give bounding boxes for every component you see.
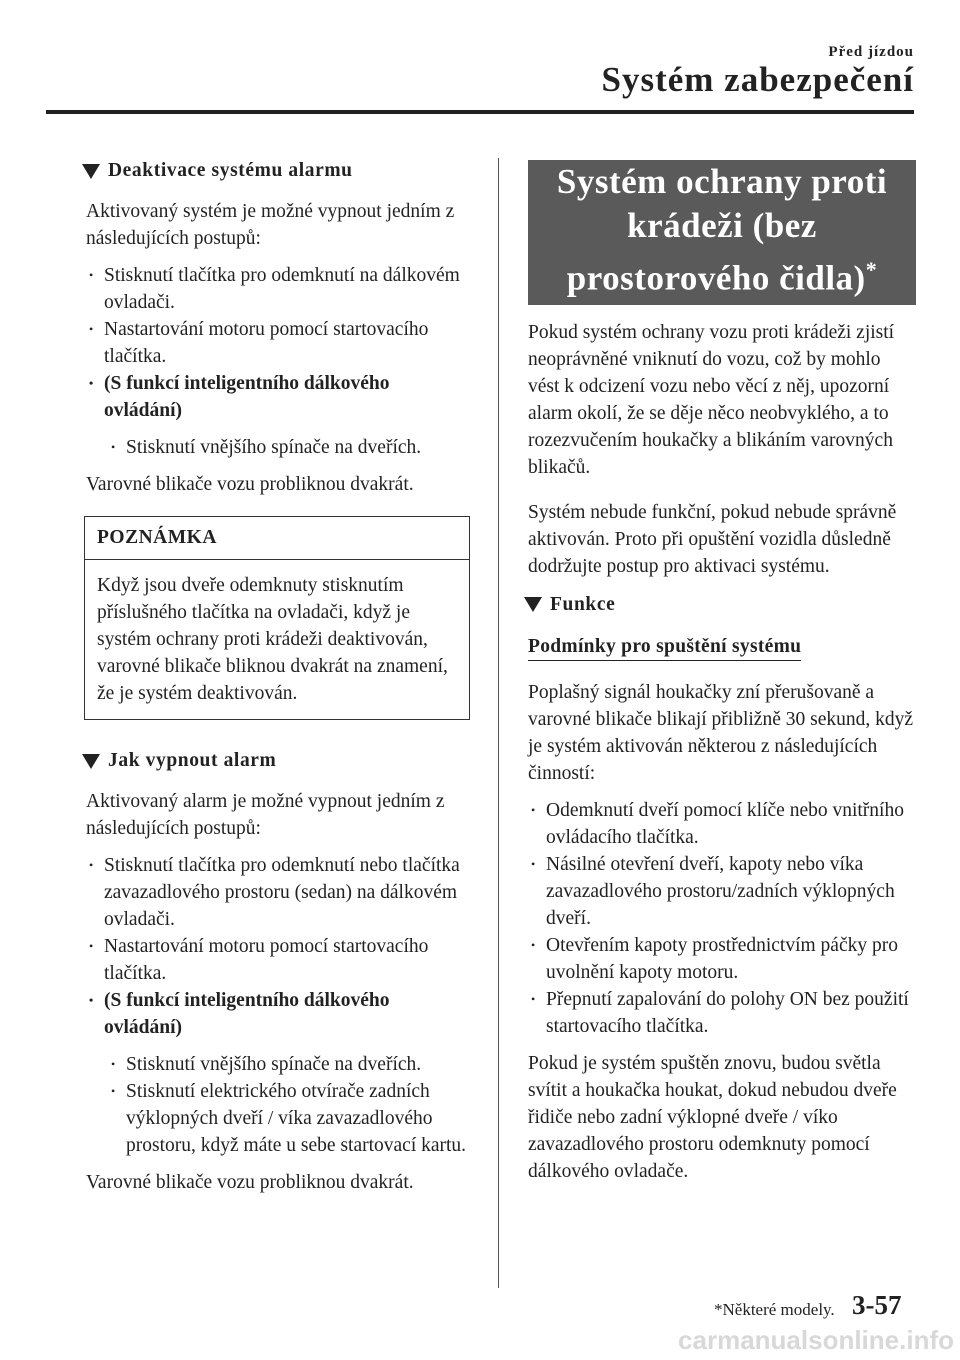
watermark: carmanualsonline.info xyxy=(678,1325,954,1355)
paragraph: Pokud je systém spuštěn znovu, budou světla svítit a houkačka houkat, dokud nebudou dveře řidiče nebo zadní výklopné dveře / víko zavazadlového prostoru odemknuty pomocí dálkového ovladače. xyxy=(528,1052,897,1182)
list-item: • Stisknutí vnějšího spínače na dveřích. xyxy=(108,1051,470,1078)
note-title: POZNÁMKA xyxy=(85,517,469,560)
paragraph: Varovné blikače vozu probliknou dvakrát. xyxy=(86,474,414,495)
banner-title: Systém ochrany proti krádeži (bez prostorového čidla) xyxy=(556,162,888,298)
paragraph: Aktivovaný systém je možné vypnout jedním z následujících postupů: xyxy=(86,201,455,249)
paragraph: Aktivovaný alarm je možné vypnout jedním z následujících postupů: xyxy=(86,791,445,839)
section-heading-deactivate xyxy=(82,160,470,182)
section-banner xyxy=(528,160,916,305)
bullet-list xyxy=(86,262,470,424)
note-text: Když jsou dveře odemknuty stisknutím příslušného tlačítka na ovladači, když je systém ochrany proti krádeži deaktivován, varovné blikače bliknou dvakrát na znamení, že je systém deaktivován. xyxy=(97,575,448,704)
bullet-list xyxy=(528,797,916,1040)
section-heading-text: Funkce xyxy=(550,593,616,615)
list-item: • (S funkcí inteligentního dálkového ovládání) xyxy=(86,370,470,424)
list-item: • Otevřením kapoty prostřednictvím páčky pro uvolnění kapoty motoru. xyxy=(528,932,916,986)
sub-bullet-list xyxy=(86,434,470,461)
list-item: • Stisknutí tlačítka pro odemknutí nebo tlačítka zavazadlového prostoru (sedan) na dálkovém ovladači. xyxy=(86,852,470,933)
section-heading-funkce xyxy=(524,594,916,616)
list-item: • Stisknutí elektrického otvírače zadních výklopných dveří / víka zavazadlového prostoru, když máte u sebe startovací kartu. xyxy=(108,1078,470,1159)
paragraph: Poplašný signál houkačky zní přerušovaně a varovné blikače blikají přibližně 30 sekund, když je systém aktivován některou z následujících činností: xyxy=(528,681,914,784)
triangle-down-icon xyxy=(82,164,100,179)
footnote: *Některé modely. xyxy=(714,1300,835,1319)
list-item: • Nastartování motoru pomocí startovacího tlačítka. xyxy=(86,316,470,370)
list-item: • Stisknutí tlačítka pro odemknutí na dálkovém ovladači. xyxy=(86,262,470,316)
paragraph: Pokud systém ochrany vozu proti krádeži zjistí neoprávněné vniknutí do vozu, což by mohlo vést k odcizení vozu nebo věcí z něj, upozorní alarm okolí, že se děje něco neobvyklého, a to rozezvučením houkačky a blikáním varovných blikačů. xyxy=(528,321,895,478)
list-item: • (S funkcí inteligentního dálkového ovládání) xyxy=(86,987,470,1041)
note-box xyxy=(84,516,470,720)
list-item: • Násilné otevření dveří, kapoty nebo víka zavazadlového prostoru/zadních výklopných dveří. xyxy=(528,851,916,932)
paragraph: Systém nebude funkční, pokud nebude správně aktivován. Proto při opuštění vozidla důsledně dodržujte postup pro aktivaci systému. xyxy=(528,501,897,577)
list-item: • Odemknutí dveří pomocí klíče nebo vnitřního ovládacího tlačítka. xyxy=(528,797,916,851)
section-heading-text: Deaktivace systému alarmu xyxy=(108,160,353,181)
sub-bullet-list xyxy=(86,1051,470,1159)
paragraph: Varovné blikače vozu probliknou dvakrát. xyxy=(86,1172,414,1193)
list-item: • Stisknutí vnějšího spínače na dveřích. xyxy=(108,434,470,461)
page-number: 3-57 xyxy=(852,1290,902,1320)
right-column xyxy=(528,160,916,1195)
list-item: • Nastartování motoru pomocí startovacího tlačítka. xyxy=(86,933,470,987)
subheading: Podmínky pro spuštění systému xyxy=(528,636,801,661)
list-item: • Přepnutí zapalování do polohy ON bez použití startovacího tlačítka. xyxy=(528,986,916,1040)
triangle-down-icon xyxy=(82,754,100,769)
left-column xyxy=(86,160,470,1206)
section-heading-text: Jak vypnout alarm xyxy=(108,750,277,771)
bullet-list xyxy=(86,852,470,1041)
page-title: Systém zabezpečení xyxy=(601,60,914,99)
header-section-label: Před jízdou xyxy=(828,44,914,60)
section-heading-turnoff xyxy=(82,750,470,772)
column-divider xyxy=(498,158,499,1288)
asterisk-mark: * xyxy=(865,257,878,282)
header-rule xyxy=(46,110,914,114)
triangle-down-icon xyxy=(524,597,542,612)
